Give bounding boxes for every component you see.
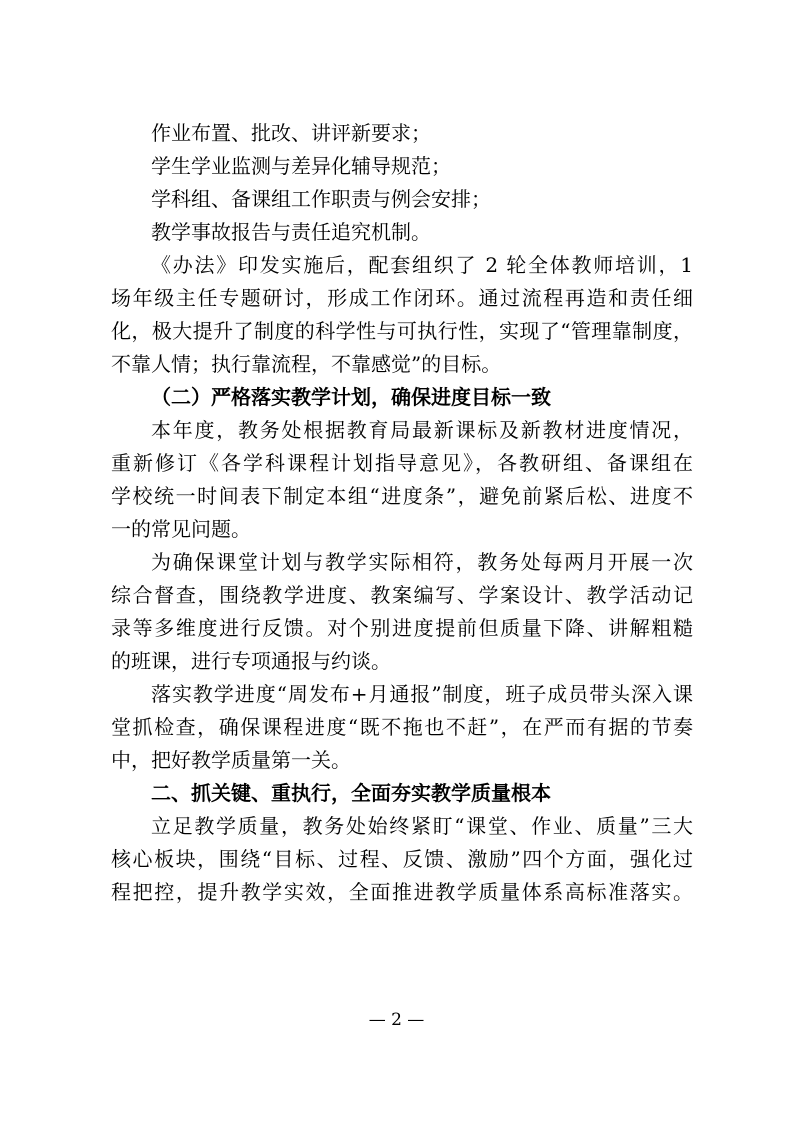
text-line: 录等多维度进行反馈。对个别进度提前但质量下降、讲解粗糙 — [111, 616, 693, 640]
text-line: 堂抓检查，确保课程进度“既不拖也不赶”，在严而有据的节奏 — [111, 715, 693, 739]
text-line: 的班课，进行专项通报与约谈。 — [111, 649, 391, 673]
text-line: 教学事故报告与责任追究机制。 — [151, 220, 431, 244]
page-number: — 2 — — [368, 1010, 425, 1030]
text-line: 场年级主任专题研讨，形成工作闭环。通过流程再造和责任细 — [111, 286, 693, 310]
text-line: 立足教学质量，教务处始终紧盯“课堂、作业、质量”三大 — [151, 814, 693, 838]
document-body — [111, 117, 693, 909]
text-line: 不靠人情；执行靠流程，不靠感觉”的目标。 — [111, 352, 502, 376]
text-line: 《办法》印发实施后，配套组织了 2 轮全体教师培训，1 — [151, 253, 693, 277]
text-line: 中，把好教学质量第一关。 — [111, 748, 351, 772]
text-line: 一的常见问题。 — [111, 517, 251, 541]
text-line: 综合督查，围绕教学进度、教案编写、学案设计、教学活动记 — [111, 583, 693, 607]
text-line: 核心板块，围绕“目标、过程、反馈、激励”四个方面，强化过 — [111, 847, 693, 871]
text-line: 作业布置、批改、讲评新要求； — [151, 121, 431, 145]
text-line: 学科组、备课组工作职责与例会安排； — [151, 187, 491, 211]
text-line: 重新修订《各学科课程计划指导意见》，各教研组、备课组在 — [111, 451, 693, 475]
text-line: 程把控，提升教学实效，全面推进教学质量体系高标准落实。 — [111, 880, 693, 904]
text-line: 本年度，教务处根据教育局最新课标及新教材进度情况， — [151, 418, 693, 442]
text-line: 落实教学进度“周发布+月通报”制度，班子成员带头深入课 — [151, 682, 693, 706]
text-line: 学生学业监测与差异化辅导规范； — [151, 154, 451, 178]
text-line: 为确保课堂计划与教学实际相符，教务处每两月开展一次 — [151, 550, 693, 574]
section-heading: （二）严格落实教学计划，确保进度目标一致 — [151, 385, 551, 409]
text-line: 学校统一时间表下制定本组“进度条”，避免前紧后松、进度不 — [111, 484, 693, 508]
section-heading: 二、抓关键、重执行，全面夯实教学质量根本 — [151, 781, 551, 805]
text-line: 化，极大提升了制度的科学性与可执行性，实现了“管理靠制度， — [111, 319, 693, 343]
